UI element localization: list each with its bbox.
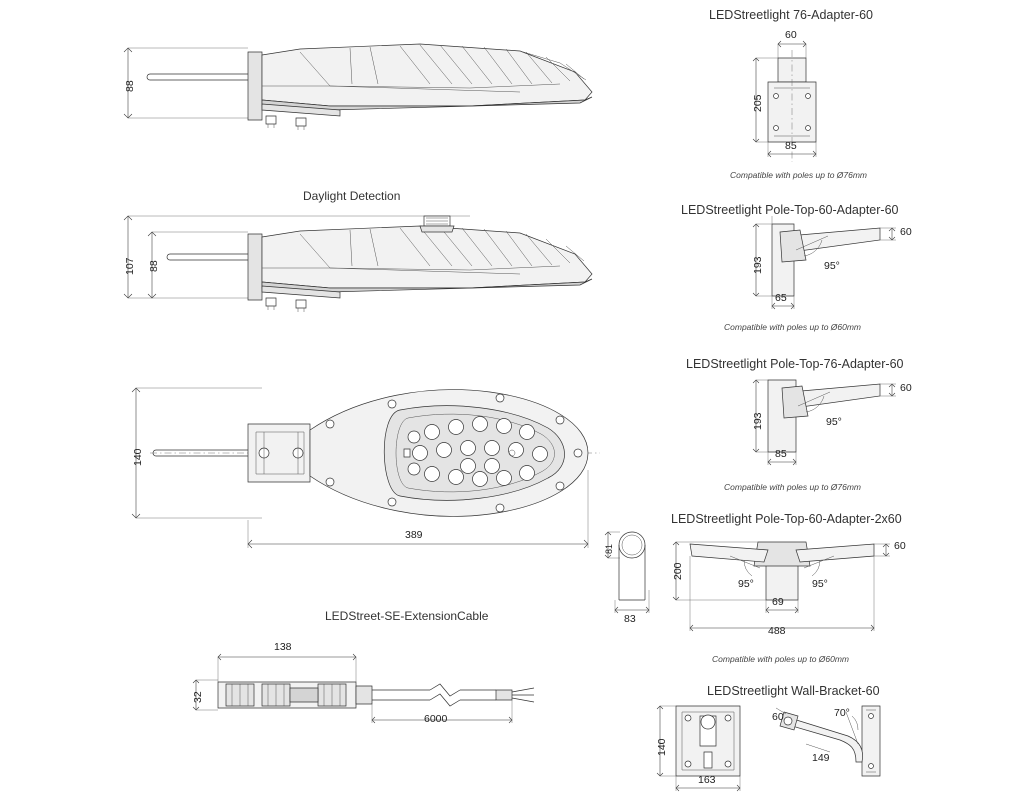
dim-pt76-width: 85: [775, 448, 787, 460]
dim-wall-arm-length: 149: [812, 752, 830, 764]
label-daylight-detection: Daylight Detection: [303, 189, 401, 203]
dim-pt76-height: 193: [752, 412, 764, 430]
top-view-geometry: [132, 388, 600, 548]
dim-pt2x60-angle-left: 95°: [738, 578, 754, 590]
title-pole-top-60-adapter-60: LEDStreetlight Pole-Top-60-Adapter-60: [681, 203, 899, 217]
title-pole-top-76-adapter-60: LEDStreetlight Pole-Top-76-Adapter-60: [686, 357, 904, 371]
side-view-daylight-geometry: [124, 216, 592, 312]
extension-cable-geometry: [193, 654, 534, 723]
dim-pole-width: 83: [624, 613, 636, 625]
title-wall-bracket-60: LEDStreetlight Wall-Bracket-60: [707, 684, 880, 698]
dim-pt76-angle: 95°: [826, 416, 842, 428]
dim-adapter-76-60-top: 60: [785, 29, 797, 41]
dim-daylight-total-height: 107: [124, 257, 136, 275]
dim-wall-plate-width: 163: [698, 774, 716, 786]
dim-top-view-length: 389: [405, 529, 423, 541]
dim-pt60-width: 65: [775, 292, 787, 304]
dim-top-view-width: 140: [132, 448, 144, 466]
pole-top-60-adapter-2x60-geometry: [673, 542, 890, 631]
note-adapter-76-60: Compatible with poles up to Ø76mm: [730, 170, 868, 180]
note-pole-top-60-adapter-60: Compatible with poles up to Ø60mm: [724, 322, 862, 332]
dim-pt60-arm: 60: [900, 226, 912, 238]
dim-pole-diameter: 81: [604, 543, 614, 554]
dim-cable-height: 32: [192, 691, 204, 703]
side-view-plain-geometry: [124, 44, 592, 130]
title-extension-cable: LEDStreet-SE-ExtensionCable: [325, 609, 489, 623]
dim-adapter-76-60-height: 205: [752, 94, 764, 112]
dim-wall-plate-height: 140: [656, 738, 668, 756]
dim-cable-length: 6000: [424, 713, 448, 725]
dim-cable-body-length: 138: [274, 641, 292, 653]
dim-pt2x60-angle-right: 95°: [812, 578, 828, 590]
dim-pt2x60-span: 488: [768, 625, 786, 637]
title-adapter-76-60: LEDStreetlight 76-Adapter-60: [709, 8, 873, 22]
note-pole-top-60-adapter-2x60: Compatible with poles up to Ø60mm: [712, 654, 850, 664]
dim-wall-angle: 70°: [834, 707, 850, 719]
dim-adapter-76-60-width: 85: [785, 140, 797, 152]
dim-side-view-height: 88: [124, 80, 136, 92]
dim-pt76-arm: 60: [900, 382, 912, 394]
dim-wall-arm-dia: 60: [772, 711, 784, 723]
dim-pt60-height: 193: [752, 256, 764, 274]
title-pole-top-60-adapter-2x60: LEDStreetlight Pole-Top-60-Adapter-2x60: [671, 512, 902, 526]
dim-pt2x60-height: 200: [672, 562, 684, 580]
dim-pt60-angle: 95°: [824, 260, 840, 272]
dim-daylight-body-height: 88: [148, 260, 160, 272]
note-pole-top-76-adapter-60: Compatible with poles up to Ø76mm: [724, 482, 862, 492]
dim-pt2x60-hub: 69: [772, 596, 784, 608]
dim-pt2x60-arm: 60: [894, 540, 906, 552]
